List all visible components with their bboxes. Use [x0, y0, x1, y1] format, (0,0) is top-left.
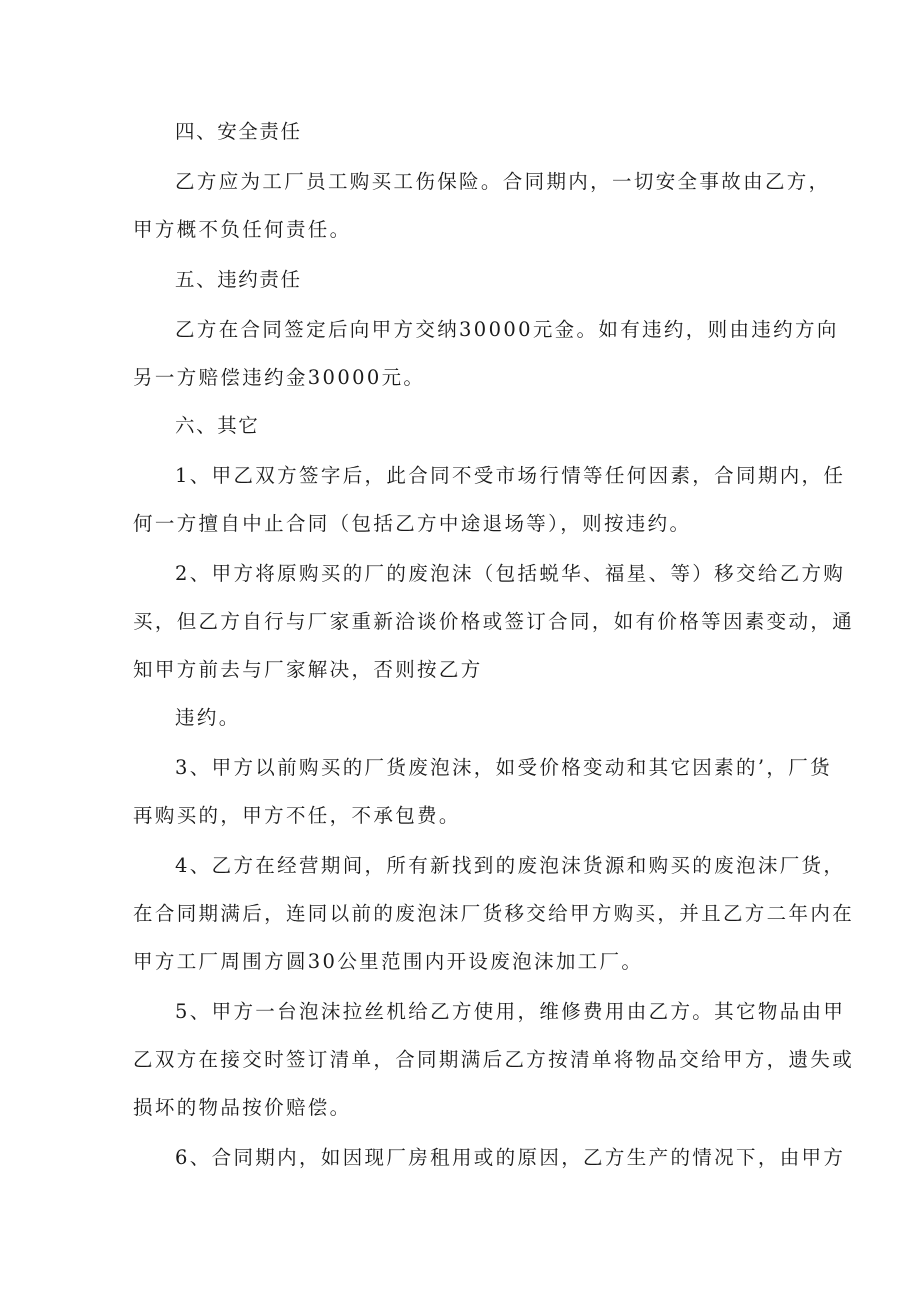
paragraph-line: 4、乙方在经营期间，所有新找到的废泡沫货源和购买的废泡沫厂货，: [175, 854, 846, 877]
paragraph-line: 损坏的物品按价赔偿。: [133, 1096, 352, 1119]
paragraph-line: 违约。: [175, 706, 241, 729]
paragraph-line: 何一方擅自中止合同（包括乙方中途退场等），则按违约。: [133, 512, 692, 535]
section-heading-other: 六、其它: [175, 414, 260, 437]
section-heading-safety: 四、安全责任: [175, 120, 302, 143]
paragraph-line: 2、甲方将原购买的厂的废泡沫（包括蜕华、福星、等）移交给乙方购: [175, 562, 846, 585]
paragraph-line: 3、甲方以前购买的厂货废泡沫，如受价格变动和其它因素的’，厂货: [175, 756, 832, 779]
paragraph-line: 乙方应为工厂员工购买工伤保险。合同期内，一切安全事故由乙方，: [175, 170, 831, 193]
paragraph-line: 再购买的，甲方不任，不承包费。: [133, 804, 461, 827]
paragraph-line: 5、甲方一台泡沫拉丝机给乙方使用，维修费用由乙方。其它物品由甲: [175, 1000, 846, 1023]
paragraph-line: 甲方概不负任何责任。: [133, 218, 352, 241]
paragraph-line: 甲方工厂周围方圆30公里范围内开设废泡沫加工厂。: [133, 950, 644, 973]
paragraph-line: 在合同期满后，连同以前的废泡沫厂货移交给甲方购买，并且乙方二年内在: [133, 902, 855, 925]
paragraph-line: 6、合同期内，如因现厂房租用或的原因，乙方生产的情况下，由甲方: [175, 1146, 846, 1169]
paragraph-line: 1、甲乙双方签字后，此合同不受市场行情等任何因素，合同期内，任: [175, 464, 846, 487]
paragraph-line: 买，但乙方自行与厂家重新洽谈价格或签订合同，如有价格等因素变动，通: [133, 610, 855, 633]
section-heading-breach: 五、违约责任: [175, 268, 302, 291]
paragraph-line: 乙方在合同签定后向甲方交纳30000元金。如有违约，则由违约方向: [175, 318, 839, 341]
paragraph-line: 乙双方在接交时签订清单，合同期满后乙方按清单将物品交给甲方，遗失或: [133, 1048, 855, 1071]
paragraph-line: 知甲方前去与厂家解决，否则按乙方: [133, 658, 483, 681]
paragraph-line: 另一方赔偿违约金30000元。: [133, 366, 426, 389]
